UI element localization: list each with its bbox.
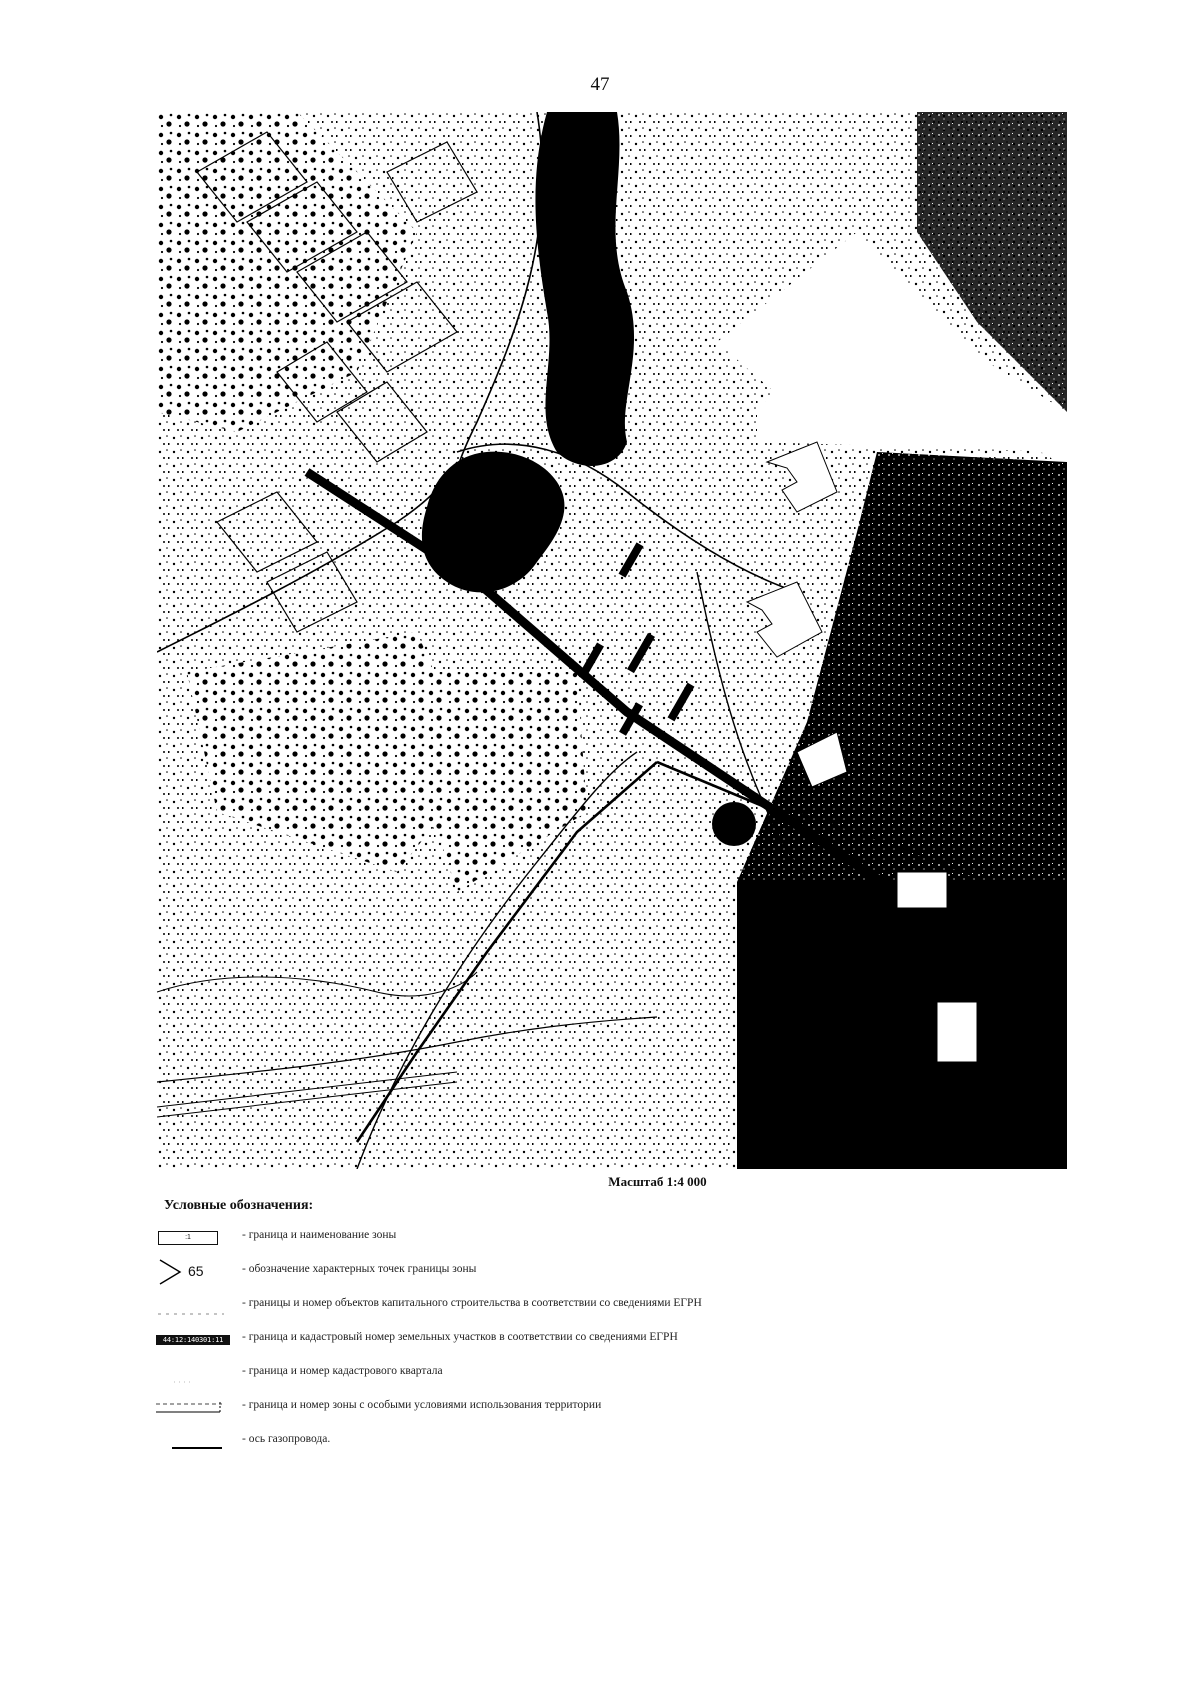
legend-item-special-zone [154, 1396, 1054, 1420]
legend-text: - граница и наименование зоны [242, 1229, 397, 1241]
zone-box-symbol: :1 [154, 1226, 228, 1250]
legend-item-point [154, 1260, 1054, 1284]
legend-item-cadastral-quarter [154, 1362, 1054, 1386]
point-label-symbol: 65 [154, 1260, 228, 1284]
cadastral-label-symbol: 44:12:140301:11 [154, 1328, 228, 1352]
special-zone-symbol [154, 1396, 228, 1420]
legend-item-land-plots [154, 1328, 1054, 1352]
map-image [157, 112, 1067, 1169]
legend-item-gas-pipeline [154, 1430, 1054, 1454]
dashed-line-symbol [154, 1294, 228, 1318]
legend-text: - ось газопровода. [242, 1433, 331, 1445]
legend-title: Условные обозначения: [164, 1198, 314, 1213]
legend-text: - границы и номер объектов капитального строительства в соответствии со сведениями ЕГРН [242, 1297, 702, 1309]
legend-item-capital-objects [154, 1294, 1054, 1318]
legend-text: - обозначение характерных точек границы зоны [242, 1263, 477, 1275]
map-scale-label: Масштаб 1:4 000 [608, 1174, 707, 1189]
legend-text: - граница и номер зоны с особыми условиями использования территории [242, 1399, 602, 1411]
special-zone-line-icon [154, 1396, 228, 1420]
dotted-line-icon [154, 1362, 228, 1386]
dashed-line-icon [154, 1294, 228, 1318]
legend-item-zone [154, 1226, 1054, 1250]
page-number: 47 [590, 74, 610, 95]
pipeline-axis-symbol [154, 1430, 228, 1454]
aerial-map[interactable] [157, 112, 1067, 1169]
solid-line-icon [154, 1430, 228, 1454]
legend-text: - граница и кадастровый номер земельных участков в соответствии со сведениями ЕГРН [242, 1331, 678, 1343]
dotted-line-symbol [154, 1362, 228, 1386]
legend-text: - граница и номер кадастрового квартала [242, 1365, 443, 1377]
